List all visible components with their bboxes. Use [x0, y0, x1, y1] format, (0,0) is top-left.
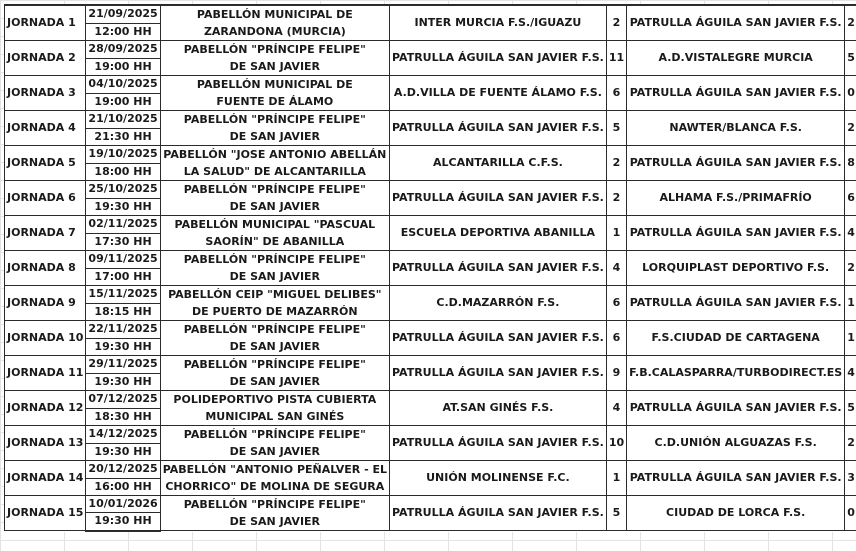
away-score-cell[interactable]: 2 — [845, 426, 856, 461]
venue-cell[interactable] — [160, 356, 389, 391]
home-score-cell[interactable]: 6 — [606, 286, 626, 321]
venue-cell[interactable] — [160, 41, 389, 76]
fixture-row — [5, 111, 856, 129]
home-team-cell[interactable]: PATRULLA ÁGUILA SAN JAVIER F.S. — [389, 111, 606, 146]
date-cell[interactable]: 09/11/2025 — [86, 251, 160, 269]
venue-cell[interactable] — [160, 111, 389, 146]
away-score-cell[interactable]: 4 — [845, 216, 856, 251]
venue-cell[interactable] — [160, 496, 389, 531]
venue-line-2: DE SAN JAVIER — [229, 445, 321, 458]
home-score-cell[interactable]: 6 — [606, 76, 626, 111]
away-score-cell[interactable]: 5 — [845, 41, 856, 76]
home-team-cell[interactable]: PATRULLA ÁGUILA SAN JAVIER F.S. — [389, 41, 606, 76]
venue-line-2: DE SAN JAVIER — [229, 340, 321, 353]
fixture-row — [5, 146, 856, 164]
venue-cell[interactable] — [160, 76, 389, 111]
venue-line-2: CHORRICO" DE MOLINA DE SEGURA — [165, 480, 385, 493]
date-cell[interactable]: 28/09/2025 — [86, 41, 160, 59]
home-team-cell[interactable]: PATRULLA ÁGUILA SAN JAVIER F.S. — [389, 321, 606, 356]
time-cell[interactable]: 19:30 HH — [86, 338, 160, 356]
venue-line-1: PABELLÓN CEIP "MIGUEL DELIBES" — [168, 288, 382, 301]
jornada-cell[interactable]: JORNADA 12 — [5, 391, 86, 426]
date-cell[interactable]: 02/11/2025 — [86, 216, 160, 234]
time-cell[interactable]: 19:00 HH — [86, 58, 160, 76]
venue-line-1: PABELLÓN "PRÍNCIPE FELIPE" — [183, 498, 366, 511]
fixture-row — [5, 5, 856, 23]
away-team-cell[interactable]: NAWTER/BLANCA F.S. — [627, 111, 845, 146]
venue-line-1: PABELLÓN "ANTONIO PEÑALVER - EL — [162, 463, 387, 476]
away-score-cell[interactable]: 2 — [845, 5, 856, 41]
jornada-cell[interactable]: JORNADA 5 — [5, 146, 86, 181]
date-cell[interactable]: 21/09/2025 — [86, 5, 160, 23]
fixture-row — [5, 391, 856, 409]
home-score-cell[interactable]: 1 — [606, 461, 626, 496]
home-team-cell[interactable]: PATRULLA ÁGUILA SAN JAVIER F.S. — [389, 181, 606, 216]
home-score-cell[interactable]: 2 — [606, 181, 626, 216]
away-score-cell[interactable]: 3 — [845, 461, 856, 496]
home-team-cell[interactable]: INTER MURCIA F.S./IGUAZU — [389, 5, 606, 41]
away-score-cell[interactable]: 2 — [845, 251, 856, 286]
venue-line-2: MUNICIPAL SAN GINÉS — [205, 410, 345, 423]
away-team-cell[interactable]: F.B.CALASPARRA/TURBODIRECT.ES — [627, 356, 845, 391]
home-score-cell[interactable]: 6 — [606, 321, 626, 356]
date-cell[interactable]: 04/10/2025 — [86, 76, 160, 94]
fixture-row — [5, 181, 856, 199]
fixture-row — [5, 216, 856, 234]
fixture-row — [5, 41, 856, 59]
home-team-cell[interactable]: PATRULLA ÁGUILA SAN JAVIER F.S. — [389, 251, 606, 286]
venue-line-2: DE PUERTO DE MAZARRÓN — [192, 305, 358, 318]
away-team-cell[interactable]: CIUDAD DE LORCA F.S. — [627, 496, 845, 531]
date-cell[interactable]: 19/10/2025 — [86, 146, 160, 164]
fixture-row — [5, 321, 856, 339]
away-score-cell[interactable]: 2 — [845, 111, 856, 146]
date-cell[interactable]: 25/10/2025 — [86, 181, 160, 199]
fixture-row — [5, 286, 856, 304]
fixture-row — [5, 251, 856, 269]
home-team-cell[interactable]: AT.SAN GINÉS F.S. — [389, 391, 606, 426]
away-team-cell[interactable]: F.S.CIUDAD DE CARTAGENA — [627, 321, 845, 356]
venue-line-2: SAORÍN" DE ABANILLA — [205, 235, 345, 248]
venue-line-1: PABELLÓN "PRÍNCIPE FELIPE" — [183, 323, 366, 336]
venue-line-1: POLIDEPORTIVO PISTA CUBIERTA — [173, 393, 377, 406]
home-score-cell[interactable]: 11 — [606, 41, 626, 76]
home-score-cell[interactable]: 10 — [606, 426, 626, 461]
away-team-cell[interactable]: PATRULLA ÁGUILA SAN JAVIER F.S. — [627, 461, 845, 496]
venue-line-2: DE SAN JAVIER — [229, 270, 321, 283]
jornada-cell[interactable]: JORNADA 11 — [5, 356, 86, 391]
jornada-cell[interactable]: JORNADA 9 — [5, 286, 86, 321]
time-cell[interactable]: 21:30 HH — [86, 128, 160, 146]
venue-line-2: DE SAN JAVIER — [229, 60, 321, 73]
venue-cell[interactable] — [160, 321, 389, 356]
away-score-cell[interactable]: 1 — [845, 321, 856, 356]
home-score-cell[interactable]: 9 — [606, 356, 626, 391]
away-team-cell[interactable]: C.D.UNIÓN ALGUAZAS F.S. — [627, 426, 845, 461]
home-score-cell[interactable]: 5 — [606, 496, 626, 531]
home-team-cell[interactable]: ESCUELA DEPORTIVA ABANILLA — [389, 216, 606, 251]
venue-cell[interactable] — [160, 5, 389, 41]
time-cell[interactable]: 19:30 HH — [86, 443, 160, 461]
venue-line-1: PABELLÓN "PRÍNCIPE FELIPE" — [183, 43, 366, 56]
home-team-cell[interactable]: A.D.VILLA DE FUENTE ÁLAMO F.S. — [389, 76, 606, 111]
venue-line-1: PABELLÓN "PRÍNCIPE FELIPE" — [183, 428, 366, 441]
venue-line-1: PABELLÓN MUNICIPAL "PASCUAL — [174, 218, 376, 231]
date-cell[interactable]: 10/01/2026 — [86, 496, 160, 513]
venue-cell[interactable] — [160, 216, 389, 251]
venue-cell[interactable] — [160, 181, 389, 216]
jornada-cell[interactable]: JORNADA 13 — [5, 426, 86, 461]
home-score-cell[interactable]: 2 — [606, 5, 626, 41]
fixture-row — [5, 461, 856, 479]
jornada-cell[interactable]: JORNADA 14 — [5, 461, 86, 496]
jornada-cell[interactable]: JORNADA 6 — [5, 181, 86, 216]
date-cell[interactable]: 15/11/2025 — [86, 286, 160, 304]
date-cell[interactable]: 21/10/2025 — [86, 111, 160, 129]
venue-cell[interactable] — [160, 286, 389, 321]
jornada-cell[interactable]: JORNADA 4 — [5, 111, 86, 146]
venue-line-1: PABELLÓN "PRÍNCIPE FELIPE" — [183, 113, 366, 126]
time-cell[interactable]: 18:00 HH — [86, 163, 160, 181]
venue-line-1: PABELLÓN "JOSE ANTONIO ABELLÁN — [163, 148, 387, 161]
time-cell[interactable]: 18:30 HH — [86, 408, 160, 426]
jornada-cell[interactable]: JORNADA 10 — [5, 321, 86, 356]
venue-line-2: DE SAN JAVIER — [229, 200, 321, 213]
home-team-cell[interactable]: C.D.MAZARRÓN F.S. — [389, 286, 606, 321]
fixture-row — [5, 496, 856, 513]
venue-cell[interactable] — [160, 426, 389, 461]
jornada-cell[interactable]: JORNADA 1 — [5, 5, 86, 41]
away-score-cell[interactable]: 4 — [845, 356, 856, 391]
away-team-cell[interactable]: A.D.VISTALEGRE MURCIA — [627, 41, 845, 76]
venue-line-2: LA SALUD" DE ALCANTARILLA — [183, 165, 366, 178]
jornada-cell[interactable]: JORNADA 3 — [5, 76, 86, 111]
away-score-cell[interactable]: 5 — [845, 391, 856, 426]
venue-line-2: ZARANDONA (MURCIA) — [203, 25, 346, 38]
time-cell[interactable]: 17:00 HH — [86, 268, 160, 286]
date-cell[interactable]: 07/12/2025 — [86, 391, 160, 409]
home-team-cell[interactable]: UNIÓN MOLINENSE F.C. — [389, 461, 606, 496]
date-cell[interactable]: 20/12/2025 — [86, 461, 160, 479]
venue-line-2: DE SAN JAVIER — [229, 130, 321, 143]
time-cell[interactable]: 17:30 HH — [86, 233, 160, 251]
away-team-cell[interactable]: PATRULLA ÁGUILA SAN JAVIER F.S. — [627, 391, 845, 426]
fixture-row — [5, 356, 856, 374]
home-team-cell[interactable]: ALCANTARILLA C.F.S. — [389, 146, 606, 181]
home-score-cell[interactable]: 2 — [606, 146, 626, 181]
away-team-cell[interactable]: PATRULLA ÁGUILA SAN JAVIER F.S. — [627, 76, 845, 111]
home-score-cell[interactable]: 4 — [606, 251, 626, 286]
away-score-cell[interactable]: 1 — [845, 286, 856, 321]
away-team-cell[interactable]: PATRULLA ÁGUILA SAN JAVIER F.S. — [627, 216, 845, 251]
venue-cell[interactable] — [160, 146, 389, 181]
time-cell[interactable]: 19:30 HH — [86, 513, 160, 531]
home-score-cell[interactable]: 4 — [606, 391, 626, 426]
home-team-cell[interactable]: PATRULLA ÁGUILA SAN JAVIER F.S. — [389, 426, 606, 461]
time-cell[interactable]: 16:00 HH — [86, 478, 160, 496]
venue-line-1: PABELLÓN "PRÍNCIPE FELIPE" — [183, 358, 366, 371]
date-cell[interactable]: 29/11/2025 — [86, 356, 160, 374]
fixture-row — [5, 426, 856, 444]
venue-line-1: PABELLÓN "PRÍNCIPE FELIPE" — [183, 183, 366, 196]
home-score-cell[interactable]: 5 — [606, 111, 626, 146]
venue-cell[interactable] — [160, 251, 389, 286]
away-score-cell[interactable]: 0 — [845, 496, 856, 531]
jornada-cell[interactable]: JORNADA 8 — [5, 251, 86, 286]
away-team-cell[interactable]: PATRULLA ÁGUILA SAN JAVIER F.S. — [627, 146, 845, 181]
venue-cell[interactable] — [160, 391, 389, 426]
venue-line-1: PABELLÓN MUNICIPAL DE — [196, 8, 353, 21]
time-cell[interactable]: 19:30 HH — [86, 373, 160, 391]
venue-cell[interactable] — [160, 461, 389, 496]
jornada-cell[interactable]: JORNADA 2 — [5, 41, 86, 76]
away-score-cell[interactable]: 6 — [845, 181, 856, 216]
venue-line-1: PABELLÓN MUNICIPAL DE — [196, 78, 353, 91]
home-team-cell[interactable]: PATRULLA ÁGUILA SAN JAVIER F.S. — [389, 356, 606, 391]
away-team-cell[interactable]: LORQUIPLAST DEPORTIVO F.S. — [627, 251, 845, 286]
time-cell[interactable]: 18:15 HH — [86, 303, 160, 321]
away-score-cell[interactable]: 8 — [845, 146, 856, 181]
date-cell[interactable]: 22/11/2025 — [86, 321, 160, 339]
away-team-cell[interactable]: PATRULLA ÁGUILA SAN JAVIER F.S. — [627, 286, 845, 321]
time-cell[interactable]: 12:00 HH — [86, 23, 160, 41]
time-cell[interactable]: 19:00 HH — [86, 93, 160, 111]
fixture-row — [5, 76, 856, 94]
time-cell[interactable]: 19:30 HH — [86, 198, 160, 216]
fixtures-body — [5, 5, 856, 531]
date-cell[interactable]: 14/12/2025 — [86, 426, 160, 444]
home-score-cell[interactable]: 1 — [606, 216, 626, 251]
venue-line-2: FUENTE DE ÁLAMO — [216, 95, 334, 108]
venue-line-1: PABELLÓN "PRÍNCIPE FELIPE" — [183, 253, 366, 266]
home-team-cell[interactable]: PATRULLA ÁGUILA SAN JAVIER F.S. — [389, 496, 606, 531]
fixtures-table — [4, 4, 856, 532]
jornada-cell[interactable]: JORNADA 15 — [5, 496, 86, 531]
venue-line-2: DE SAN JAVIER — [229, 515, 321, 528]
jornada-cell[interactable]: JORNADA 7 — [5, 216, 86, 251]
venue-line-2: DE SAN JAVIER — [229, 375, 321, 388]
away-team-cell[interactable]: PATRULLA ÁGUILA SAN JAVIER F.S. — [627, 5, 845, 41]
away-team-cell[interactable]: ALHAMA F.S./PRIMAFRÍO — [627, 181, 845, 216]
away-score-cell[interactable]: 0 — [845, 76, 856, 111]
